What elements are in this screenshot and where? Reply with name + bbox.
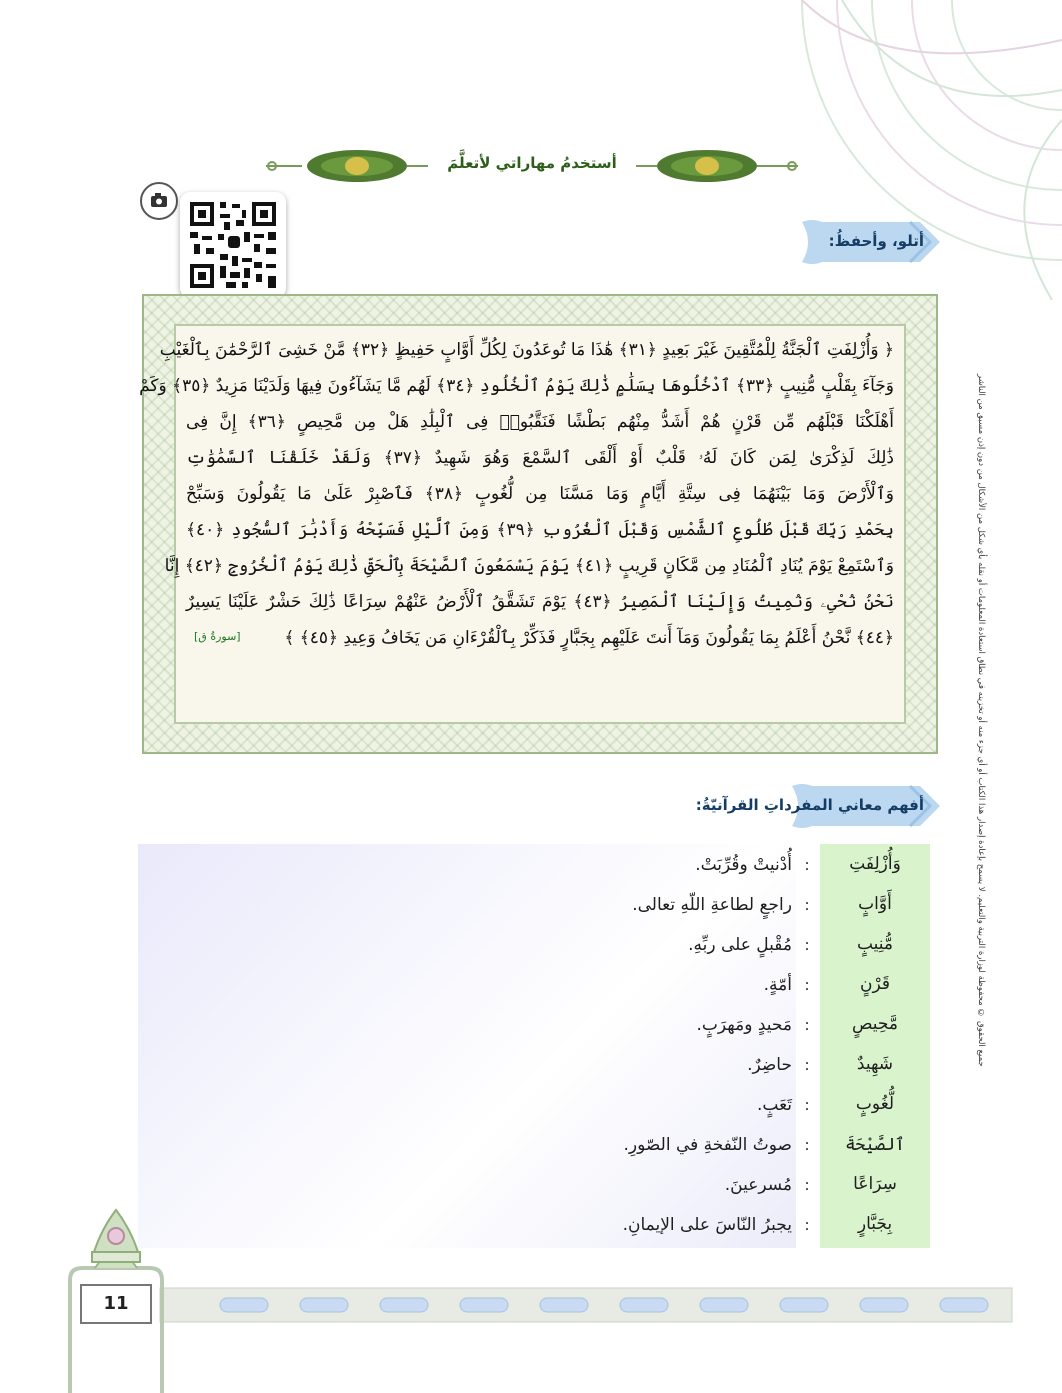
vocab-word: شَهِيدٌ [856,1054,894,1074]
separator: : [804,1136,810,1154]
verse-line: ذَٰلِكَ لَذِكْرَىٰ لِمَن كَانَ لَهُۥ قَلْبٌ أَوْ أَلْقَى ٱلسَّمْعَ وَهُوَ شَهِيدٌ ﴿٣٧﴾ وَلَقَدْ خَلَقْنَا ٱلسَّمَٰوَٰتِ [186,448,894,468]
vocab-meaning: أمّةٍ. [763,975,792,995]
vocab-word: مَّحِيصٍ [851,1014,899,1034]
vocab-row [138,1126,932,1166]
vocab-meaning: صوتُ النّفخةِ في الصّورِ. [623,1135,792,1155]
vocab-word: لُّغُوبٍ [855,1094,895,1114]
vocab-row [138,1086,932,1126]
separator: : [804,1096,810,1114]
footer-band [0,1260,1062,1393]
camera-icon[interactable] [140,182,178,220]
vocab-meaning: أُدْنيتْ وقُرِّبَتْ. [695,855,792,875]
page-title: أستخدمُ مهاراتي لأتعلَّمَ [447,154,617,172]
surah-reference: [سورةُ ق] [194,630,241,643]
vocabulary-table [138,844,932,1248]
vocab-row [138,926,932,966]
vocab-row [138,1006,932,1046]
vocab-word: سِرَاعًا [853,1174,897,1194]
vocab-word: قَرْنٍ [860,974,890,994]
vocab-meaning: تَعَبٍ. [756,1095,792,1115]
verse-line: أَهْلَكْنَا قَبْلَهُم مِّن قَرْنٍ هُمْ أَشَدُّ مِنْهُم بَطْشًا فَنَقَّبُوا۟ فِى ٱلْبِلَٰدِ هَلْ مِن مَّحِيصٍ ﴿٣٦﴾ إِنَّ فِى [186,412,894,432]
separator: : [804,976,810,994]
separator: : [804,1176,810,1194]
section-tab-meanings [695,782,942,830]
vocab-word: بِجَبَّارٍ [857,1214,893,1234]
verse-line: وَٱسْتَمِعْ يَوْمَ يُنَادِ ٱلْمُنَادِ مِن مَّكَانٍ قَرِيبٍ ﴿٤١﴾ يَوْمَ يَسْمَعُونَ ٱلصَّيْحَةَ بِٱلْحَقِّ ذَٰلِكَ يَوْمُ ٱلْخُرُوجِ ﴿٤٢﴾ إِنَّا [164,556,894,576]
separator: : [804,936,810,954]
separator: : [804,896,810,914]
vocab-row [138,966,932,1006]
section-label: أفهم معاني المفرداتِ القرآنيّةُ: [695,796,924,814]
vocab-word: وَأُزْلِفَتِ [849,854,901,874]
qr-code[interactable] [180,192,286,298]
section-tab-recite [802,218,942,266]
verse-line: بِحَمْدِ رَبِّكَ قَبْلَ طُلُوعِ ٱلشَّمْسِ وَقَبْلَ ٱلْغُرُوبِ ﴿٣٩﴾ وَمِنَ ٱلَّيْلِ فَسَبِّحْهُ وَأَدْبَٰرَ ٱلسُّجُودِ ﴿٤٠﴾ [186,520,894,540]
quran-panel [139,294,938,754]
separator: : [804,856,810,874]
section-label: أتلو، وأحفظُ: [828,232,924,250]
right-flourish-icon [632,146,802,186]
verse-line: وَٱلْأَرْضَ وَمَا بَيْنَهُمَا فِى سِتَّةِ أَيَّامٍ وَمَا مَسَّنَا مِن لُّغُوبٍ ﴿٣٨﴾ فَٱصْبِرْ عَلَىٰ مَا يَقُولُونَ وَسَبِّحْ [186,484,894,504]
vocab-row [138,1206,932,1246]
quran-text-area [139,324,906,724]
vocab-word: ٱلصَّيْحَةَ [845,1135,905,1155]
vocab-row [138,1166,932,1206]
page-title-banner [262,142,802,188]
verse-line: ﴿ وَأُزْلِفَتِ ٱلْجَنَّةُ لِلْمُتَّقِينَ غَيْرَ بَعِيدٍ ﴿٣١﴾ هَٰذَا مَا تُوعَدُونَ لِكُلِّ أَوَّابٍ حَفِيظٍ ﴿٣٢﴾ مَّنْ خَشِىَ ٱلرَّحْمَٰنَ بِٱلْغَيْبِ [159,340,894,360]
footer-ornament-icon [86,1208,146,1268]
vocab-meaning: مَحيدٍ ومَهرَبٍ. [696,1015,792,1035]
separator: : [804,1216,810,1234]
separator: : [804,1056,810,1074]
vocab-row [138,886,932,926]
vocab-row [138,1046,932,1086]
vocab-meaning: مُسرعينَ. [724,1175,792,1195]
separator: : [804,1016,810,1034]
vocab-word: أَوَّابٍ [858,894,892,914]
vocab-meaning: مُقْبلٍ على ربِّهِ. [688,935,792,955]
left-flourish-icon [262,146,432,186]
qr-code-icon [180,192,286,298]
vocab-word: مُّنِيبٍ [856,934,894,954]
vocab-meaning: حاضِرٌ. [747,1055,792,1075]
vocab-meaning: يجبرُ النّاسَ على الإيمانِ. [622,1215,792,1235]
vocab-row [138,846,932,886]
verse-line: وَجَآءَ بِقَلْبٍ مُّنِيبٍ ﴿٣٣﴾ ٱدْخُلُوهَا بِسَلَٰمٍ ذَٰلِكَ يَوْمُ ٱلْخُلُودِ ﴿٣٤﴾ لَهُم مَّا يَشَآءُونَ فِيهَا وَلَدَيْنَا مَزِيدٌ ﴿٣٥﴾ وَكَمْ [139,376,894,396]
page-number: 11 [80,1284,152,1324]
verse-line: نَحْنُ نُحْىِۦ وَنُمِيتُ وَإِلَيْنَا ٱلْمَصِيرُ ﴿٤٣﴾ يَوْمَ تَشَقَّقُ ٱلْأَرْضُ عَنْهُمْ سِرَاعًا ذَٰلِكَ حَشْرٌ عَلَيْنَا يَسِيرٌ [186,592,894,612]
copyright-notice: جميع الحقوق © محفوظة لوزارة التربية والتعليم. لا يسمح بإعادة إصدار هذا الكتاب أو أي جزء منه أو تخزينه في نطاق استعادة المعلومات أو نقله بأي شكل من الأشكال من دون إذن مسبق من الناشر [976,373,986,1067]
verse-line: ﴿٤٤﴾ نَّحْنُ أَعْلَمُ بِمَا يَقُولُونَ وَمَآ أَنتَ عَلَيْهِم بِجَبَّارٍ فَذَكِّرْ بِٱلْقُرْءَانِ مَن يَخَافُ وَعِيدِ ﴿٤٥﴾ ﴾ [284,628,894,648]
vocab-meaning: راجعٍ لطاعةِ اللّهِ تعالى. [632,895,792,915]
